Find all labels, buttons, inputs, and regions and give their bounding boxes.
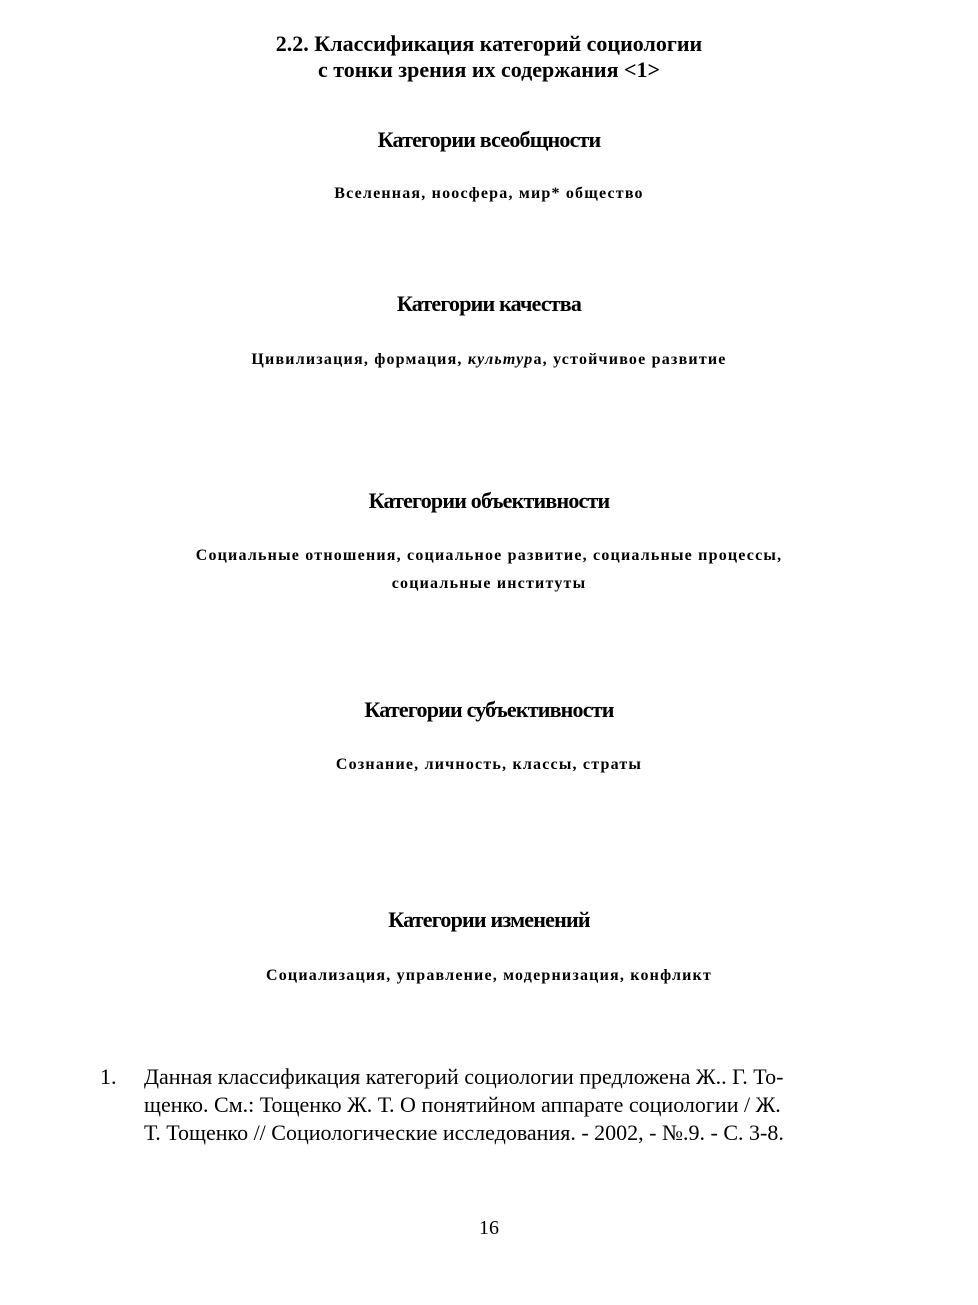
- category-items-objectivity-line-1: Социальные отношения, социальное развитие, социальные процессы,: [195, 547, 783, 564]
- category-items-quality-prefix: Цивилизация, формация,: [251, 351, 468, 368]
- category-items-objectivity-line-2: социальные институты: [391, 575, 587, 592]
- category-heading-objectivity: Категории объективности: [368, 488, 610, 513]
- footnote-number: 1.: [100, 1064, 117, 1089]
- footnote-line-1: Данная классификация категорий социологии предложена Ж.. Г. То-: [144, 1064, 784, 1089]
- category-heading-quality: Категории качества: [396, 291, 582, 316]
- category-items-changes: Социализация, управление, модернизация, конфликт: [265, 967, 713, 984]
- category-items-quality-italic: культур: [467, 351, 534, 368]
- footnote-line-2: щенко. См.: Тощенко Ж. Т. О понятийном аппарате социологии / Ж.: [144, 1092, 781, 1117]
- page-number: 16: [479, 1217, 499, 1239]
- category-items-subjectivity: Сознание, личность, классы, страты: [335, 756, 643, 773]
- footnote-line-3: Т. Тощенко // Социологические исследования. - 2002, - №.9. - С. 3-8.: [144, 1120, 784, 1145]
- section-title: [0, 31, 978, 83]
- section-title-line-2: с тонки зрения их содержания <1>: [317, 57, 661, 82]
- section-title-line-1: 2.2. Классификация категорий социологии: [275, 31, 703, 56]
- category-items-objectivity: [0, 542, 978, 598]
- category-items-quality-suffix: а, устойчивое развитие: [533, 351, 727, 368]
- category-heading-subjectivity: Категории субъективности: [364, 697, 614, 722]
- category-items-quality: [0, 346, 978, 374]
- category-heading-universality: Категории всеобщности: [377, 127, 601, 152]
- category-items-universality: Вселенная, ноосфера, мир* общество: [334, 185, 644, 202]
- category-heading-changes: Категории изменений: [388, 907, 590, 932]
